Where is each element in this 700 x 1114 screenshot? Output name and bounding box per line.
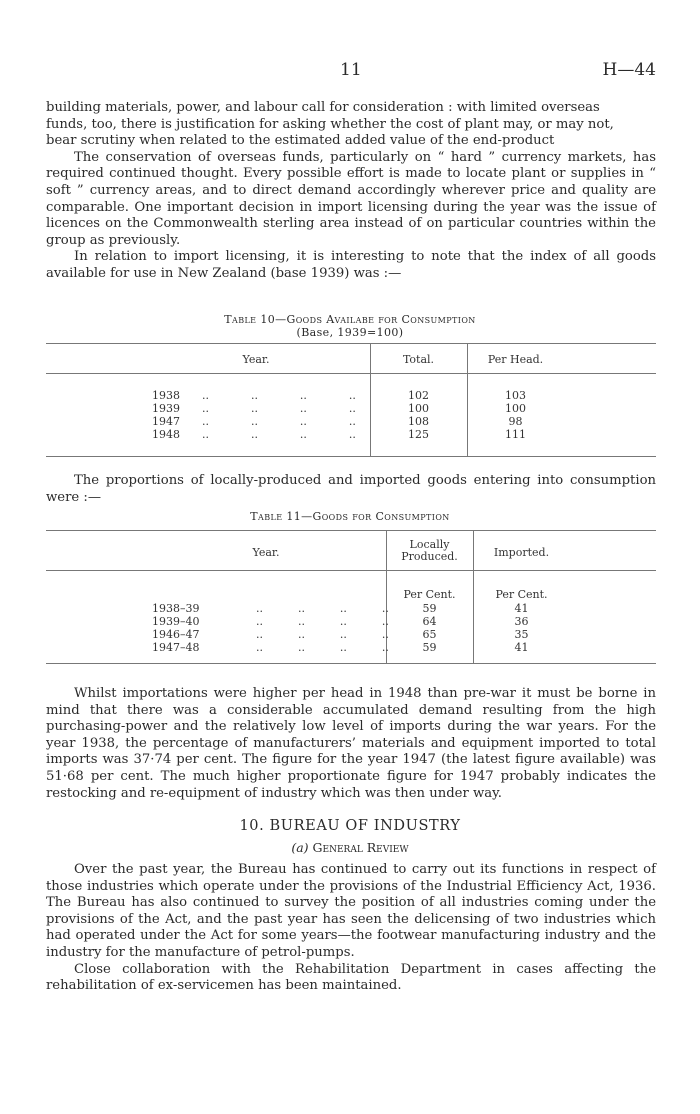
table10: Year. Total. Per Head. 1938 .. .. .. .. 102 103 1939 .. .. .. .. 100 100 1947 .. .. .. .. 108 98 1948 .. .. .. .. 125 111	[46, 343, 656, 457]
table11-header-imported: Imported.	[493, 546, 550, 559]
page-number: 11	[340, 60, 362, 80]
table11-unit-local: Per Cent.	[403, 588, 456, 601]
table11-title: Table 11—Goods for Consumption	[250, 510, 450, 523]
table10-header-year: Year.	[242, 353, 270, 366]
subsection-title: General Review	[312, 840, 409, 855]
paragraph-import-licensing: In relation to import licensing, it is interesting to note that the index of all goods available for use in New Zealand (base 1939) was :—	[46, 249, 656, 281]
table11: Year. Locally Produced. Imported. Per Cent. Per Cent. 1938–39 .. .. .. .. 59 41 1939–40 .. .. .. .. 64 36 1946–47 .. .. .. .. 65 35 1947–48 .. .. .. .. 59 41	[46, 530, 656, 664]
table11-bottom-rule	[46, 663, 656, 664]
continued-line-1: building materials, power, and labour call for consideration : with limited overseas	[46, 100, 600, 115]
paragraph-conservation: The conservation of overseas funds, particularly on “ hard ” currency markets, has required continued thought. Every possible effort is made to locate plant or supplies in “ soft ” currency areas, and to direct demand accordingly wherever price and quality are comparable. One important decision in import licensing during the year was the issue of licences on the Commonwealth sterling area instead of on particular countries within the group as previously.	[46, 149, 656, 248]
table11-unit-imported: Per Cent.	[495, 588, 548, 601]
opening-text	[46, 100, 656, 283]
bureau-text	[46, 862, 656, 995]
proportions-text	[46, 473, 656, 506]
table10-bottom-rule	[46, 456, 656, 457]
paragraph-importations: Whilst importations were higher per head in 1948 than pre-war it must be borne in mind that there was a considerable accumulated demand resulting from the high purchasing-power and the relatively low level of imports during the war years. For the year 1938, the percentage of manufacturers’ materials and equipment imported to total imports was 37·74 per cent. The figure for the year 1947 (the latest figure available) was 51·68 per cent. The much higher proportionate figure for 1947 probably indicates the restocking and re-equipment of industry which was then under way.	[46, 686, 656, 801]
continued-line-2: funds, too, there is justification for asking whether the cost of plant may, or may not,	[46, 116, 614, 132]
paragraph-rehabilitation: Close collaboration with the Rehabilitation Department in cases affecting the rehabilitation of ex-servicemen has been maintained.	[46, 961, 656, 994]
paragraph-bureau: Over the past year, the Bureau has continued to carry out its functions in respect of those industries which operate under the provisions of the Industrial Efficiency Act, 1936. The Bureau has also continued to survey the position of all industries coming under the provisions of the Act, and the past year has seen the delicensing of two industries which had operated under the Act for some years—the footwear manufacturing industry and the industry for the manufacture of petrol-pumps.	[46, 862, 656, 960]
page-header	[0, 60, 700, 84]
subsection-letter: (a)	[291, 840, 309, 855]
subsection-heading	[0, 840, 700, 855]
table10-header-total: Total.	[402, 353, 435, 366]
paragraph-proportions: The proportions of locally-produced and imported goods entering into consumption were :—	[46, 473, 656, 505]
table11-top-rule	[46, 530, 656, 531]
table10-header-per-head: Per Head.	[487, 353, 544, 366]
table10-title: Table 10—Goods Availabe for Consumption	[224, 313, 476, 326]
table11-header-rule	[46, 570, 656, 571]
table11-header-year: Year.	[252, 546, 280, 559]
table11-header-locally-produced: Locally Produced.	[401, 538, 458, 563]
document-reference: H—44	[602, 60, 656, 80]
continued-line-3: bear scrutiny when related to the estimated added value of the end-product	[46, 133, 555, 149]
table10-top-rule	[46, 343, 656, 344]
section-heading: 10. BUREAU OF INDUSTRY	[239, 818, 461, 834]
importations-text	[46, 686, 656, 802]
table10-subtitle: (Base, 1939=100)	[296, 326, 404, 339]
table10-header-rule	[46, 373, 656, 374]
